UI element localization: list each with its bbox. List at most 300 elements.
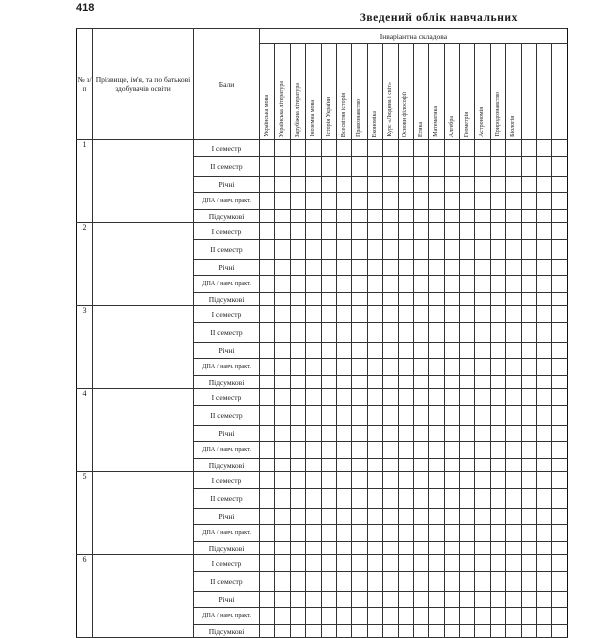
grade-cell[interactable] <box>444 240 459 260</box>
grade-cell[interactable] <box>383 177 398 193</box>
grade-cell[interactable] <box>336 389 351 406</box>
grade-cell[interactable] <box>521 140 536 157</box>
grade-cell[interactable] <box>367 140 382 157</box>
grade-cell[interactable] <box>537 343 552 359</box>
grade-cell[interactable] <box>413 210 428 223</box>
grade-cell[interactable] <box>429 157 444 177</box>
grade-cell[interactable] <box>290 625 305 638</box>
grade-cell[interactable] <box>460 276 475 293</box>
grade-cell[interactable] <box>521 177 536 193</box>
grade-cell[interactable] <box>429 323 444 343</box>
grade-cell[interactable] <box>352 625 367 638</box>
grade-cell[interactable] <box>306 293 321 306</box>
grade-cell[interactable] <box>290 489 305 509</box>
grade-cell[interactable] <box>275 343 290 359</box>
grade-cell[interactable] <box>260 210 275 223</box>
grade-cell[interactable] <box>429 489 444 509</box>
grade-cell[interactable] <box>383 376 398 389</box>
grade-cell[interactable] <box>260 555 275 572</box>
grade-cell[interactable] <box>367 323 382 343</box>
grade-cell[interactable] <box>290 459 305 472</box>
grade-cell[interactable] <box>383 223 398 240</box>
grade-cell[interactable] <box>352 406 367 426</box>
grade-cell[interactable] <box>398 525 413 542</box>
grade-cell[interactable] <box>475 157 490 177</box>
grade-cell[interactable] <box>506 306 521 323</box>
grade-cell[interactable] <box>321 389 336 406</box>
grade-cell[interactable] <box>398 509 413 525</box>
grade-cell[interactable] <box>521 525 536 542</box>
grade-cell[interactable] <box>506 177 521 193</box>
grade-cell[interactable] <box>429 472 444 489</box>
grade-cell[interactable] <box>352 260 367 276</box>
grade-cell[interactable] <box>336 608 351 625</box>
grade-cell[interactable] <box>383 210 398 223</box>
grade-cell[interactable] <box>336 193 351 210</box>
grade-cell[interactable] <box>552 157 567 177</box>
grade-cell[interactable] <box>352 572 367 592</box>
grade-cell[interactable] <box>352 489 367 509</box>
grade-cell[interactable] <box>552 323 567 343</box>
grade-cell[interactable] <box>398 306 413 323</box>
grade-cell[interactable] <box>336 542 351 555</box>
grade-cell[interactable] <box>352 276 367 293</box>
grade-cell[interactable] <box>383 542 398 555</box>
grade-cell[interactable] <box>290 525 305 542</box>
grade-cell[interactable] <box>260 260 275 276</box>
grade-cell[interactable] <box>306 572 321 592</box>
grade-cell[interactable] <box>260 509 275 525</box>
grade-cell[interactable] <box>336 359 351 376</box>
grade-cell[interactable] <box>306 442 321 459</box>
grade-cell[interactable] <box>552 572 567 592</box>
grade-cell[interactable] <box>290 572 305 592</box>
grade-cell[interactable] <box>460 376 475 389</box>
grade-cell[interactable] <box>398 343 413 359</box>
grade-cell[interactable] <box>352 240 367 260</box>
grade-cell[interactable] <box>398 140 413 157</box>
grade-cell[interactable] <box>444 140 459 157</box>
grade-cell[interactable] <box>429 260 444 276</box>
grade-cell[interactable] <box>537 608 552 625</box>
grade-cell[interactable] <box>460 608 475 625</box>
grade-cell[interactable] <box>460 572 475 592</box>
grade-cell[interactable] <box>383 406 398 426</box>
grade-cell[interactable] <box>506 572 521 592</box>
grade-cell[interactable] <box>352 306 367 323</box>
grade-cell[interactable] <box>336 323 351 343</box>
grade-cell[interactable] <box>506 472 521 489</box>
grade-cell[interactable] <box>506 223 521 240</box>
grade-cell[interactable] <box>475 140 490 157</box>
grade-cell[interactable] <box>460 459 475 472</box>
grade-cell[interactable] <box>383 306 398 323</box>
grade-cell[interactable] <box>429 343 444 359</box>
grade-cell[interactable] <box>306 376 321 389</box>
grade-cell[interactable] <box>537 223 552 240</box>
grade-cell[interactable] <box>352 472 367 489</box>
grade-cell[interactable] <box>275 323 290 343</box>
grade-cell[interactable] <box>552 442 567 459</box>
grade-cell[interactable] <box>460 389 475 406</box>
grade-cell[interactable] <box>475 406 490 426</box>
grade-cell[interactable] <box>537 389 552 406</box>
grade-cell[interactable] <box>521 210 536 223</box>
grade-cell[interactable] <box>521 459 536 472</box>
grade-cell[interactable] <box>398 489 413 509</box>
grade-cell[interactable] <box>552 260 567 276</box>
grade-cell[interactable] <box>367 177 382 193</box>
grade-cell[interactable] <box>521 608 536 625</box>
grade-cell[interactable] <box>552 193 567 210</box>
grade-cell[interactable] <box>460 223 475 240</box>
grade-cell[interactable] <box>260 376 275 389</box>
grade-cell[interactable] <box>336 343 351 359</box>
grade-cell[interactable] <box>290 359 305 376</box>
grade-cell[interactable] <box>475 260 490 276</box>
grade-cell[interactable] <box>429 306 444 323</box>
grade-cell[interactable] <box>352 608 367 625</box>
grade-cell[interactable] <box>444 223 459 240</box>
grade-cell[interactable] <box>490 426 505 442</box>
grade-cell[interactable] <box>321 276 336 293</box>
grade-cell[interactable] <box>336 472 351 489</box>
grade-cell[interactable] <box>413 177 428 193</box>
grade-cell[interactable] <box>398 376 413 389</box>
grade-cell[interactable] <box>444 489 459 509</box>
grade-cell[interactable] <box>260 389 275 406</box>
grade-cell[interactable] <box>260 359 275 376</box>
grade-cell[interactable] <box>552 240 567 260</box>
grade-cell[interactable] <box>460 426 475 442</box>
grade-cell[interactable] <box>429 359 444 376</box>
grade-cell[interactable] <box>490 276 505 293</box>
grade-cell[interactable] <box>475 608 490 625</box>
grade-cell[interactable] <box>521 625 536 638</box>
grade-cell[interactable] <box>321 608 336 625</box>
grade-cell[interactable] <box>398 555 413 572</box>
grade-cell[interactable] <box>321 157 336 177</box>
grade-cell[interactable] <box>336 177 351 193</box>
grade-cell[interactable] <box>521 489 536 509</box>
grade-cell[interactable] <box>352 459 367 472</box>
grade-cell[interactable] <box>429 509 444 525</box>
grade-cell[interactable] <box>537 459 552 472</box>
grade-cell[interactable] <box>506 406 521 426</box>
grade-cell[interactable] <box>521 240 536 260</box>
grade-cell[interactable] <box>460 140 475 157</box>
grade-cell[interactable] <box>521 572 536 592</box>
grade-cell[interactable] <box>429 389 444 406</box>
grade-cell[interactable] <box>275 625 290 638</box>
grade-cell[interactable] <box>367 555 382 572</box>
grade-cell[interactable] <box>367 509 382 525</box>
grade-cell[interactable] <box>290 542 305 555</box>
grade-cell[interactable] <box>383 240 398 260</box>
grade-cell[interactable] <box>306 555 321 572</box>
grade-cell[interactable] <box>552 140 567 157</box>
grade-cell[interactable] <box>398 389 413 406</box>
grade-cell[interactable] <box>490 306 505 323</box>
grade-cell[interactable] <box>367 193 382 210</box>
grade-cell[interactable] <box>290 210 305 223</box>
grade-cell[interactable] <box>490 323 505 343</box>
grade-cell[interactable] <box>290 140 305 157</box>
grade-cell[interactable] <box>413 323 428 343</box>
grade-cell[interactable] <box>321 625 336 638</box>
grade-cell[interactable] <box>383 472 398 489</box>
grade-cell[interactable] <box>367 542 382 555</box>
grade-cell[interactable] <box>490 240 505 260</box>
grade-cell[interactable] <box>275 293 290 306</box>
grade-cell[interactable] <box>460 442 475 459</box>
grade-cell[interactable] <box>413 376 428 389</box>
grade-cell[interactable] <box>537 376 552 389</box>
grade-cell[interactable] <box>367 525 382 542</box>
grade-cell[interactable] <box>398 177 413 193</box>
grade-cell[interactable] <box>290 426 305 442</box>
grade-cell[interactable] <box>306 210 321 223</box>
grade-cell[interactable] <box>275 193 290 210</box>
grade-cell[interactable] <box>383 442 398 459</box>
grade-cell[interactable] <box>367 489 382 509</box>
grade-cell[interactable] <box>413 625 428 638</box>
grade-cell[interactable] <box>367 459 382 472</box>
grade-cell[interactable] <box>506 276 521 293</box>
grade-cell[interactable] <box>413 359 428 376</box>
grade-cell[interactable] <box>260 406 275 426</box>
grade-cell[interactable] <box>290 608 305 625</box>
grade-cell[interactable] <box>521 260 536 276</box>
grade-cell[interactable] <box>552 223 567 240</box>
grade-cell[interactable] <box>275 240 290 260</box>
grade-cell[interactable] <box>352 223 367 240</box>
grade-cell[interactable] <box>275 260 290 276</box>
grade-cell[interactable] <box>475 426 490 442</box>
grade-cell[interactable] <box>321 140 336 157</box>
grade-cell[interactable] <box>260 426 275 442</box>
grade-cell[interactable] <box>260 608 275 625</box>
grade-cell[interactable] <box>260 276 275 293</box>
grade-cell[interactable] <box>413 223 428 240</box>
grade-cell[interactable] <box>352 140 367 157</box>
grade-cell[interactable] <box>490 359 505 376</box>
grade-cell[interactable] <box>290 343 305 359</box>
grade-cell[interactable] <box>306 157 321 177</box>
grade-cell[interactable] <box>460 306 475 323</box>
grade-cell[interactable] <box>336 306 351 323</box>
grade-cell[interactable] <box>306 276 321 293</box>
grade-cell[interactable] <box>506 509 521 525</box>
grade-cell[interactable] <box>552 426 567 442</box>
grade-cell[interactable] <box>490 572 505 592</box>
grade-cell[interactable] <box>506 426 521 442</box>
grade-cell[interactable] <box>552 343 567 359</box>
grade-cell[interactable] <box>398 472 413 489</box>
grade-cell[interactable] <box>275 157 290 177</box>
grade-cell[interactable] <box>521 323 536 343</box>
grade-cell[interactable] <box>398 625 413 638</box>
grade-cell[interactable] <box>537 572 552 592</box>
grade-cell[interactable] <box>306 193 321 210</box>
grade-cell[interactable] <box>260 459 275 472</box>
grade-cell[interactable] <box>336 276 351 293</box>
grade-cell[interactable] <box>321 260 336 276</box>
grade-cell[interactable] <box>490 625 505 638</box>
grade-cell[interactable] <box>290 406 305 426</box>
grade-cell[interactable] <box>260 293 275 306</box>
grade-cell[interactable] <box>290 509 305 525</box>
grade-cell[interactable] <box>290 240 305 260</box>
grade-cell[interactable] <box>506 210 521 223</box>
grade-cell[interactable] <box>398 442 413 459</box>
grade-cell[interactable] <box>306 426 321 442</box>
grade-cell[interactable] <box>321 293 336 306</box>
grade-cell[interactable] <box>321 240 336 260</box>
grade-cell[interactable] <box>413 572 428 592</box>
grade-cell[interactable] <box>275 572 290 592</box>
grade-cell[interactable] <box>306 177 321 193</box>
grade-cell[interactable] <box>290 223 305 240</box>
grade-cell[interactable] <box>552 389 567 406</box>
grade-cell[interactable] <box>336 406 351 426</box>
grade-cell[interactable] <box>537 625 552 638</box>
grade-cell[interactable] <box>275 442 290 459</box>
grade-cell[interactable] <box>413 442 428 459</box>
grade-cell[interactable] <box>490 343 505 359</box>
grade-cell[interactable] <box>429 223 444 240</box>
grade-cell[interactable] <box>367 240 382 260</box>
grade-cell[interactable] <box>290 193 305 210</box>
grade-cell[interactable] <box>506 140 521 157</box>
grade-cell[interactable] <box>475 525 490 542</box>
grade-cell[interactable] <box>475 240 490 260</box>
grade-cell[interactable] <box>306 343 321 359</box>
grade-cell[interactable] <box>367 293 382 306</box>
grade-cell[interactable] <box>521 359 536 376</box>
grade-cell[interactable] <box>521 276 536 293</box>
grade-cell[interactable] <box>398 359 413 376</box>
grade-cell[interactable] <box>367 376 382 389</box>
grade-cell[interactable] <box>321 359 336 376</box>
grade-cell[interactable] <box>521 442 536 459</box>
grade-cell[interactable] <box>321 223 336 240</box>
grade-cell[interactable] <box>260 177 275 193</box>
grade-cell[interactable] <box>506 343 521 359</box>
grade-cell[interactable] <box>306 459 321 472</box>
student-name-cell[interactable] <box>93 306 194 389</box>
grade-cell[interactable] <box>290 472 305 489</box>
grade-cell[interactable] <box>444 306 459 323</box>
grade-cell[interactable] <box>429 625 444 638</box>
grade-cell[interactable] <box>413 406 428 426</box>
grade-cell[interactable] <box>398 223 413 240</box>
grade-cell[interactable] <box>460 260 475 276</box>
grade-cell[interactable] <box>352 177 367 193</box>
grade-cell[interactable] <box>429 555 444 572</box>
grade-cell[interactable] <box>352 376 367 389</box>
grade-cell[interactable] <box>490 489 505 509</box>
grade-cell[interactable] <box>398 193 413 210</box>
grade-cell[interactable] <box>352 426 367 442</box>
grade-cell[interactable] <box>321 472 336 489</box>
grade-cell[interactable] <box>306 472 321 489</box>
grade-cell[interactable] <box>383 426 398 442</box>
grade-cell[interactable] <box>475 359 490 376</box>
grade-cell[interactable] <box>260 343 275 359</box>
grade-cell[interactable] <box>475 625 490 638</box>
grade-cell[interactable] <box>306 240 321 260</box>
grade-cell[interactable] <box>490 177 505 193</box>
grade-cell[interactable] <box>398 406 413 426</box>
grade-cell[interactable] <box>413 140 428 157</box>
grade-cell[interactable] <box>383 555 398 572</box>
grade-cell[interactable] <box>306 542 321 555</box>
grade-cell[interactable] <box>537 509 552 525</box>
grade-cell[interactable] <box>506 459 521 472</box>
grade-cell[interactable] <box>275 389 290 406</box>
grade-cell[interactable] <box>321 555 336 572</box>
grade-cell[interactable] <box>552 489 567 509</box>
grade-cell[interactable] <box>398 240 413 260</box>
grade-cell[interactable] <box>460 509 475 525</box>
grade-cell[interactable] <box>552 376 567 389</box>
student-name-cell[interactable] <box>93 389 194 472</box>
grade-cell[interactable] <box>260 140 275 157</box>
grade-cell[interactable] <box>275 426 290 442</box>
grade-cell[interactable] <box>352 542 367 555</box>
grade-cell[interactable] <box>521 193 536 210</box>
grade-cell[interactable] <box>537 193 552 210</box>
grade-cell[interactable] <box>521 472 536 489</box>
grade-cell[interactable] <box>429 542 444 555</box>
grade-cell[interactable] <box>260 525 275 542</box>
grade-cell[interactable] <box>260 625 275 638</box>
grade-cell[interactable] <box>444 210 459 223</box>
grade-cell[interactable] <box>444 293 459 306</box>
grade-cell[interactable] <box>398 459 413 472</box>
grade-cell[interactable] <box>475 489 490 509</box>
grade-cell[interactable] <box>444 459 459 472</box>
grade-cell[interactable] <box>413 343 428 359</box>
grade-cell[interactable] <box>490 459 505 472</box>
grade-cell[interactable] <box>537 306 552 323</box>
grade-cell[interactable] <box>506 525 521 542</box>
grade-cell[interactable] <box>552 359 567 376</box>
grade-cell[interactable] <box>290 323 305 343</box>
grade-cell[interactable] <box>290 306 305 323</box>
grade-cell[interactable] <box>444 157 459 177</box>
grade-cell[interactable] <box>321 542 336 555</box>
grade-cell[interactable] <box>367 625 382 638</box>
grade-cell[interactable] <box>490 389 505 406</box>
grade-cell[interactable] <box>398 426 413 442</box>
grade-cell[interactable] <box>475 459 490 472</box>
grade-cell[interactable] <box>537 359 552 376</box>
grade-cell[interactable] <box>398 323 413 343</box>
grade-cell[interactable] <box>506 157 521 177</box>
grade-cell[interactable] <box>367 406 382 426</box>
grade-cell[interactable] <box>352 555 367 572</box>
grade-cell[interactable] <box>506 323 521 343</box>
grade-cell[interactable] <box>367 276 382 293</box>
grade-cell[interactable] <box>429 426 444 442</box>
grade-cell[interactable] <box>552 293 567 306</box>
grade-cell[interactable] <box>460 210 475 223</box>
grade-cell[interactable] <box>383 323 398 343</box>
grade-cell[interactable] <box>475 542 490 555</box>
grade-cell[interactable] <box>413 193 428 210</box>
